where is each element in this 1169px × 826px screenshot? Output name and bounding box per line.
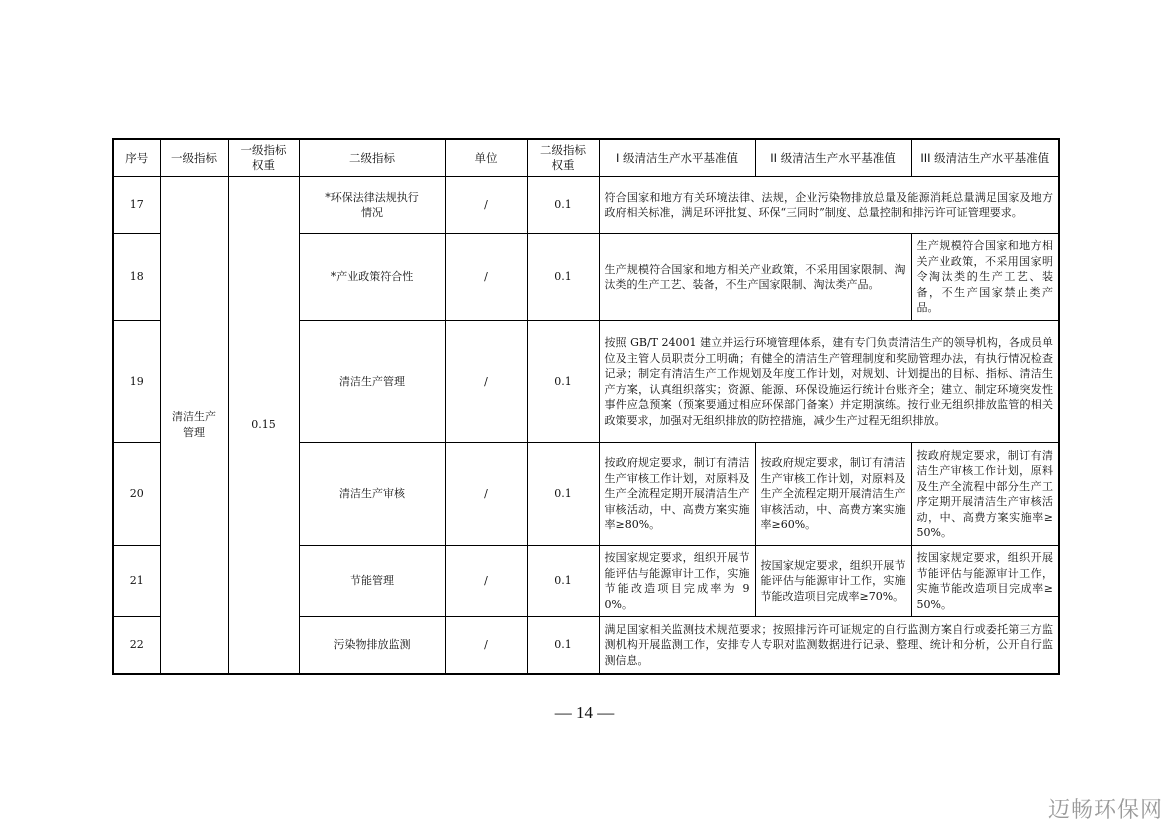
level2-cell: *环保法律法规执行情况 <box>299 177 445 234</box>
weight-cell: 0.1 <box>527 443 599 546</box>
header-unit: 单位 <box>445 139 527 177</box>
seq-cell: 22 <box>113 617 160 674</box>
seq-cell: 21 <box>113 546 160 617</box>
weight-cell: 0.1 <box>527 177 599 234</box>
benchmark-grade1-cell: 按政府规定要求，制订有清洁生产审核工作计划，对原料及生产全流程定期开展清洁生产审核活动，中、高费方案实施率≥80%。 <box>599 443 755 546</box>
header-grade1: I 级清洁生产水平基准值 <box>599 139 755 177</box>
header-grade2: II 级清洁生产水平基准值 <box>755 139 911 177</box>
unit-cell: / <box>445 443 527 546</box>
level2-cell: 污染物排放监测 <box>299 617 445 674</box>
benchmark-all-cell: 满足国家相关监测技术规范要求；按照排污许可证规定的自行监测方案自行或委托第三方监测机构开展监测工作，安排专人专职对监测数据进行记录、整理、统计和分析，公开自行监测信息。 <box>599 617 1059 674</box>
header-level1-weight: 一级指标 权重 <box>228 139 299 177</box>
benchmark-grade12-cell: 生产规模符合国家和地方相关产业政策，不采用国家限制、淘汰类的生产工艺、装备，不生产国家限制、淘汰类产品。 <box>599 234 911 321</box>
table-row <box>113 177 1059 234</box>
benchmark-grade3-cell: 按国家规定要求，组织开展节能评估与能源审计工作，实施节能改造项目完成率≥50%。 <box>911 546 1059 617</box>
header-grade3: III 级清洁生产水平基准值 <box>911 139 1059 177</box>
unit-cell: / <box>445 321 527 443</box>
seq-cell: 18 <box>113 234 160 321</box>
benchmark-grade2-cell: 按政府规定要求，制订有清洁生产审核工作计划，对原料及生产全流程定期开展清洁生产审核活动，中、高费方案实施率≥60%。 <box>755 443 911 546</box>
watermark: 迈畅环保网 <box>1047 798 1163 823</box>
weight-cell: 0.1 <box>527 321 599 443</box>
benchmark-grade1-cell: 按国家规定要求，组织开展节能评估与能源审计工作，实施节能改造项目完成率为 90%。 <box>599 546 755 617</box>
level1-weight-cell: 0.15 <box>228 177 299 674</box>
header-level2: 二级指标 <box>299 139 445 177</box>
seq-cell: 20 <box>113 443 160 546</box>
weight-cell: 0.1 <box>527 234 599 321</box>
seq-cell: 17 <box>113 177 160 234</box>
benchmark-grade2-cell: 按国家规定要求，组织开展节能评估与能源审计工作，实施节能改造项目完成率≥70%。 <box>755 546 911 617</box>
unit-cell: / <box>445 177 527 234</box>
level1-cell: 清洁生产 管理 <box>160 177 228 674</box>
level2-cell: *产业政策符合性 <box>299 234 445 321</box>
weight-cell: 0.1 <box>527 617 599 674</box>
header-row <box>113 139 1059 177</box>
header-seq: 序号 <box>113 139 160 177</box>
benchmark-all-cell: 按照 GB/T 24001 建立并运行环境管理体系，建有专门负责清洁生产的领导机构，各成员单位及主管人员职责分工明确；有健全的清洁生产管理制度和奖励管理办法，有执行情况检查记录；制定有清洁生产工作规划及年度工作计划，对规划、计划提出的目标、指标、清洁生产方案，认真组织落实；资源、能源、环保设施运行统计台账齐全；建立、制定环境突发性事件应急预案（预案要通过相应环保部门备案）并定期演练。按行业无组织排放监管的相关政策要求，加强对无组织排放的防控措施，减少生产过程无组织排放。 <box>599 321 1059 443</box>
unit-cell: / <box>445 617 527 674</box>
benchmark-all-cell: 符合国家和地方有关环境法律、法规，企业污染物排放总量及能源消耗总量满足国家及地方政府相关标准，满足环评批复、环保“三同时”制度、总量控制和排污许可证管理要求。 <box>599 177 1059 234</box>
header-level2-weight: 二级指标 权重 <box>527 139 599 177</box>
unit-cell: / <box>445 234 527 321</box>
indicator-table <box>112 138 1060 675</box>
seq-cell: 19 <box>113 321 160 443</box>
page-number: — 14 — <box>554 703 615 722</box>
level2-cell: 清洁生产审核 <box>299 443 445 546</box>
unit-cell: / <box>445 546 527 617</box>
header-level1: 一级指标 <box>160 139 228 177</box>
weight-cell: 0.1 <box>527 546 599 617</box>
benchmark-grade3-cell: 生产规模符合国家和地方相关产业政策，不采用国家明令淘汰类的生产工艺、装备，不生产国家禁止类产品。 <box>911 234 1059 321</box>
level2-cell: 清洁生产管理 <box>299 321 445 443</box>
level2-cell: 节能管理 <box>299 546 445 617</box>
benchmark-grade3-cell: 按政府规定要求，制订有清洁生产审核工作计划，原料及生产全流程中部分生产工序定期开展清洁生产审核活动，中、高费方案实施率≥50%。 <box>911 443 1059 546</box>
